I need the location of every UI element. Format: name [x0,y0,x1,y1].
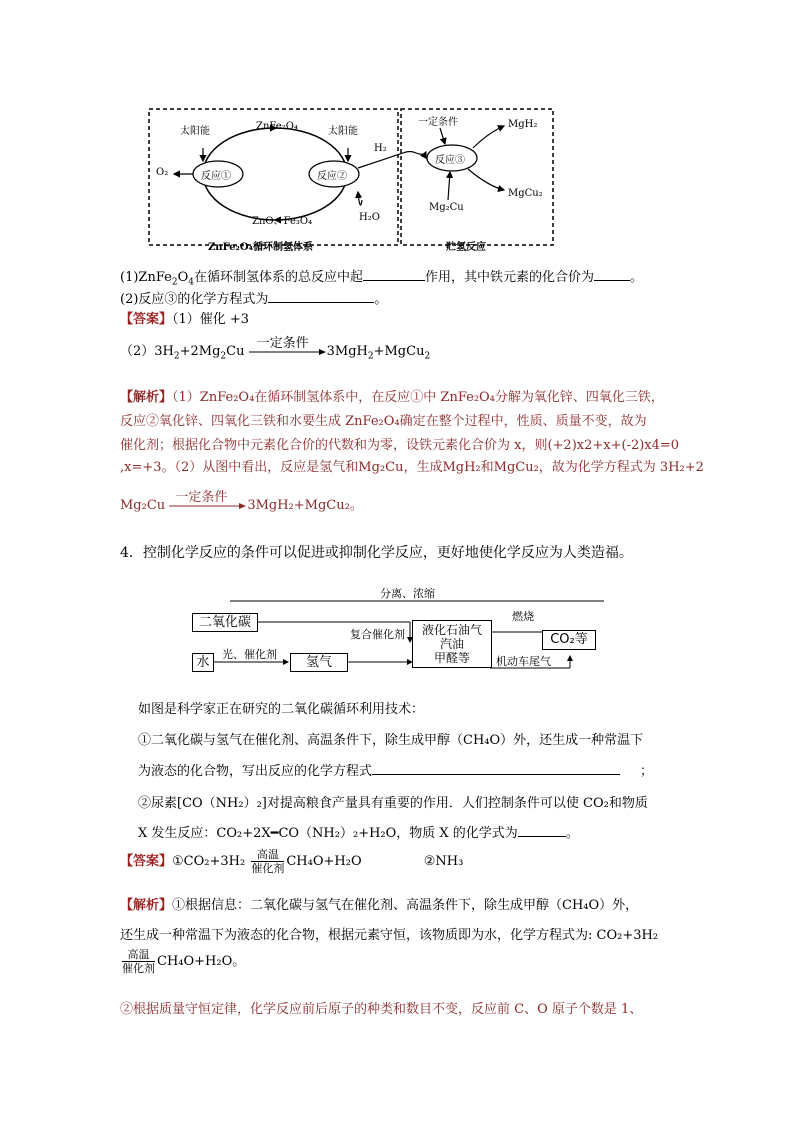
mg2cu-label: Mg₂Cu [429,202,464,213]
figure-znfe2o4-cycle [148,108,556,256]
q4-analysis-l1: 【解析】①根据信息：二氧化碳与氢气在催化剂、高温条件下，除生成甲醇（CH₄O）外， [120,898,639,913]
condition-fraction-2: $\frac{\text{高温}}{\text{催化剂}}$ [122,948,155,975]
q4-p2-l2: X 发生反应：CO₂+2X━CO（NH₂）₂+H₂O，物质 X 的化学式为 。 [138,826,579,841]
q4-analysis-l2: 还生成一种常温下为液态的化合物，根据元素守恒，该物质即为水，化学方程式为: CO₂+3H₂ [120,928,659,943]
exhaust-label: 机动车尾气 [496,655,551,668]
mgcu2-label: MgCu₂ [508,188,543,199]
co2-box: 二氧化碳 [192,613,258,632]
q3-analysis-l4: ,x=+3。（2）从图中看出，反应是氢气和Mg₂Cu，生成MgH₂和MgCu₂，故为化学方程式为 3H₂+2 [120,460,704,475]
separate-label: 分离、浓缩 [380,587,435,600]
q3-part1: $(1)ZnFe_2O_4$在循环制氢体系的总反应中起 作用，其中铁元素的化合价为 。 [120,270,644,288]
q3-analysis-l5: Mg₂Cu 一定条件 3MgH₂+MgCu₂。 [120,489,363,513]
znfe2o4-top-label: ZnFe₂O₄ [256,121,298,132]
q4-p1-l1: ①二氧化碳与氢气在催化剂、高温条件下，除生成甲醇（CH₄O）外，还生成一种常温下 [138,733,644,748]
condition-label: 一定条件 [418,117,458,128]
q4-intro: 如图是科学家正在研究的二氧化碳循环利用技术： [138,702,425,717]
reaction1-label: 反应① [201,171,231,182]
h2-label: H₂ [374,143,387,154]
q4-analysis-l4: ②根据质量守恒定律，化学反应前后原子的种类和数目不变，反应前 C、O 原子个数是 1、 [120,1002,643,1017]
figure-co2-cycle [190,580,610,680]
q3-analysis-l3: 催化剂；根据化合物中元素化合价的代数和为零，设铁元素化合价为 x，则(+2)x2+x+(-2)x4=0 [120,438,680,453]
light-catalyst-label: 光、催化剂 [222,648,277,661]
condition-fraction: $\frac{\text{高温}}{\text{催化剂}}$ [251,848,285,875]
fuel-box: 液化石油气 汽油 甲醛等 [412,620,492,668]
reaction3-label: 反应③ [435,155,465,166]
reaction2-label: 反应② [317,171,347,182]
q4-answer: 【答案】①CO₂+3H₂ $\frac{\text{高温}}{\text{催化剂}}$ CH₄O+H₂O ②NH₃ [120,848,464,875]
zno-fe3o4-label: ZnO、Fe₃O₄ [252,216,313,227]
sun-label-2: 太阳能 [328,126,358,137]
co2-etc-box: CO₂等 [542,630,596,650]
h2o-label: H₂O [359,212,380,223]
mgh2-label: MgH₂ [508,119,538,130]
left-caption: ZnFe₂O₄循环制氢体系 [208,242,313,253]
q3-analysis-l1: 【解析】（1）ZnFe₂O₄在循环制氢体系中，在反应①中 ZnFe₂O₄分解为氧化锌、四氧化三铁， [120,390,664,405]
q4-p2-l1: ②尿素[CO（NH₂）₂]对提高粮食产量具有重要的作用．人们控制条件可以使 CO₂和物质 [138,796,648,811]
q3-answer: 【答案】（1）催化 +3 [120,312,250,327]
sun-label-1: 太阳能 [180,126,210,137]
composite-catalyst-label: 复合催化剂 [350,628,405,641]
q4-stem: 4．控制化学反应的条件可以促进或抑制化学反应，更好地使化学反应为人类造福。 [120,545,633,561]
q3-answer2-equation: $(2)3H_2+2Mg_2Cu$ 一定条件 3MgH$_2$+MgCu$_2$ [120,335,431,362]
q3-analysis-l2: 反应②氧化锌、四氧化三铁和水要生成 ZnFe₂O₄确定在整个过程中，性质、质量不变，故为 [120,414,647,429]
h2-box: 氢气 [290,653,348,672]
q4-analysis-l3: $\frac{\text{高温}}{\text{催化剂}}$ CH₄O+H₂O。 [122,948,246,975]
right-caption: 贮氢反应 [446,242,486,253]
o2-label: O₂ [156,167,169,178]
q3-part2: (2)反应③的化学方程式为 。 [120,292,388,307]
burn-label: 燃烧 [512,610,534,623]
q4-p1-l2: 为液态的化合物，写出反应的化学方程式 ； [138,764,654,779]
water-box: 水 [192,653,214,672]
